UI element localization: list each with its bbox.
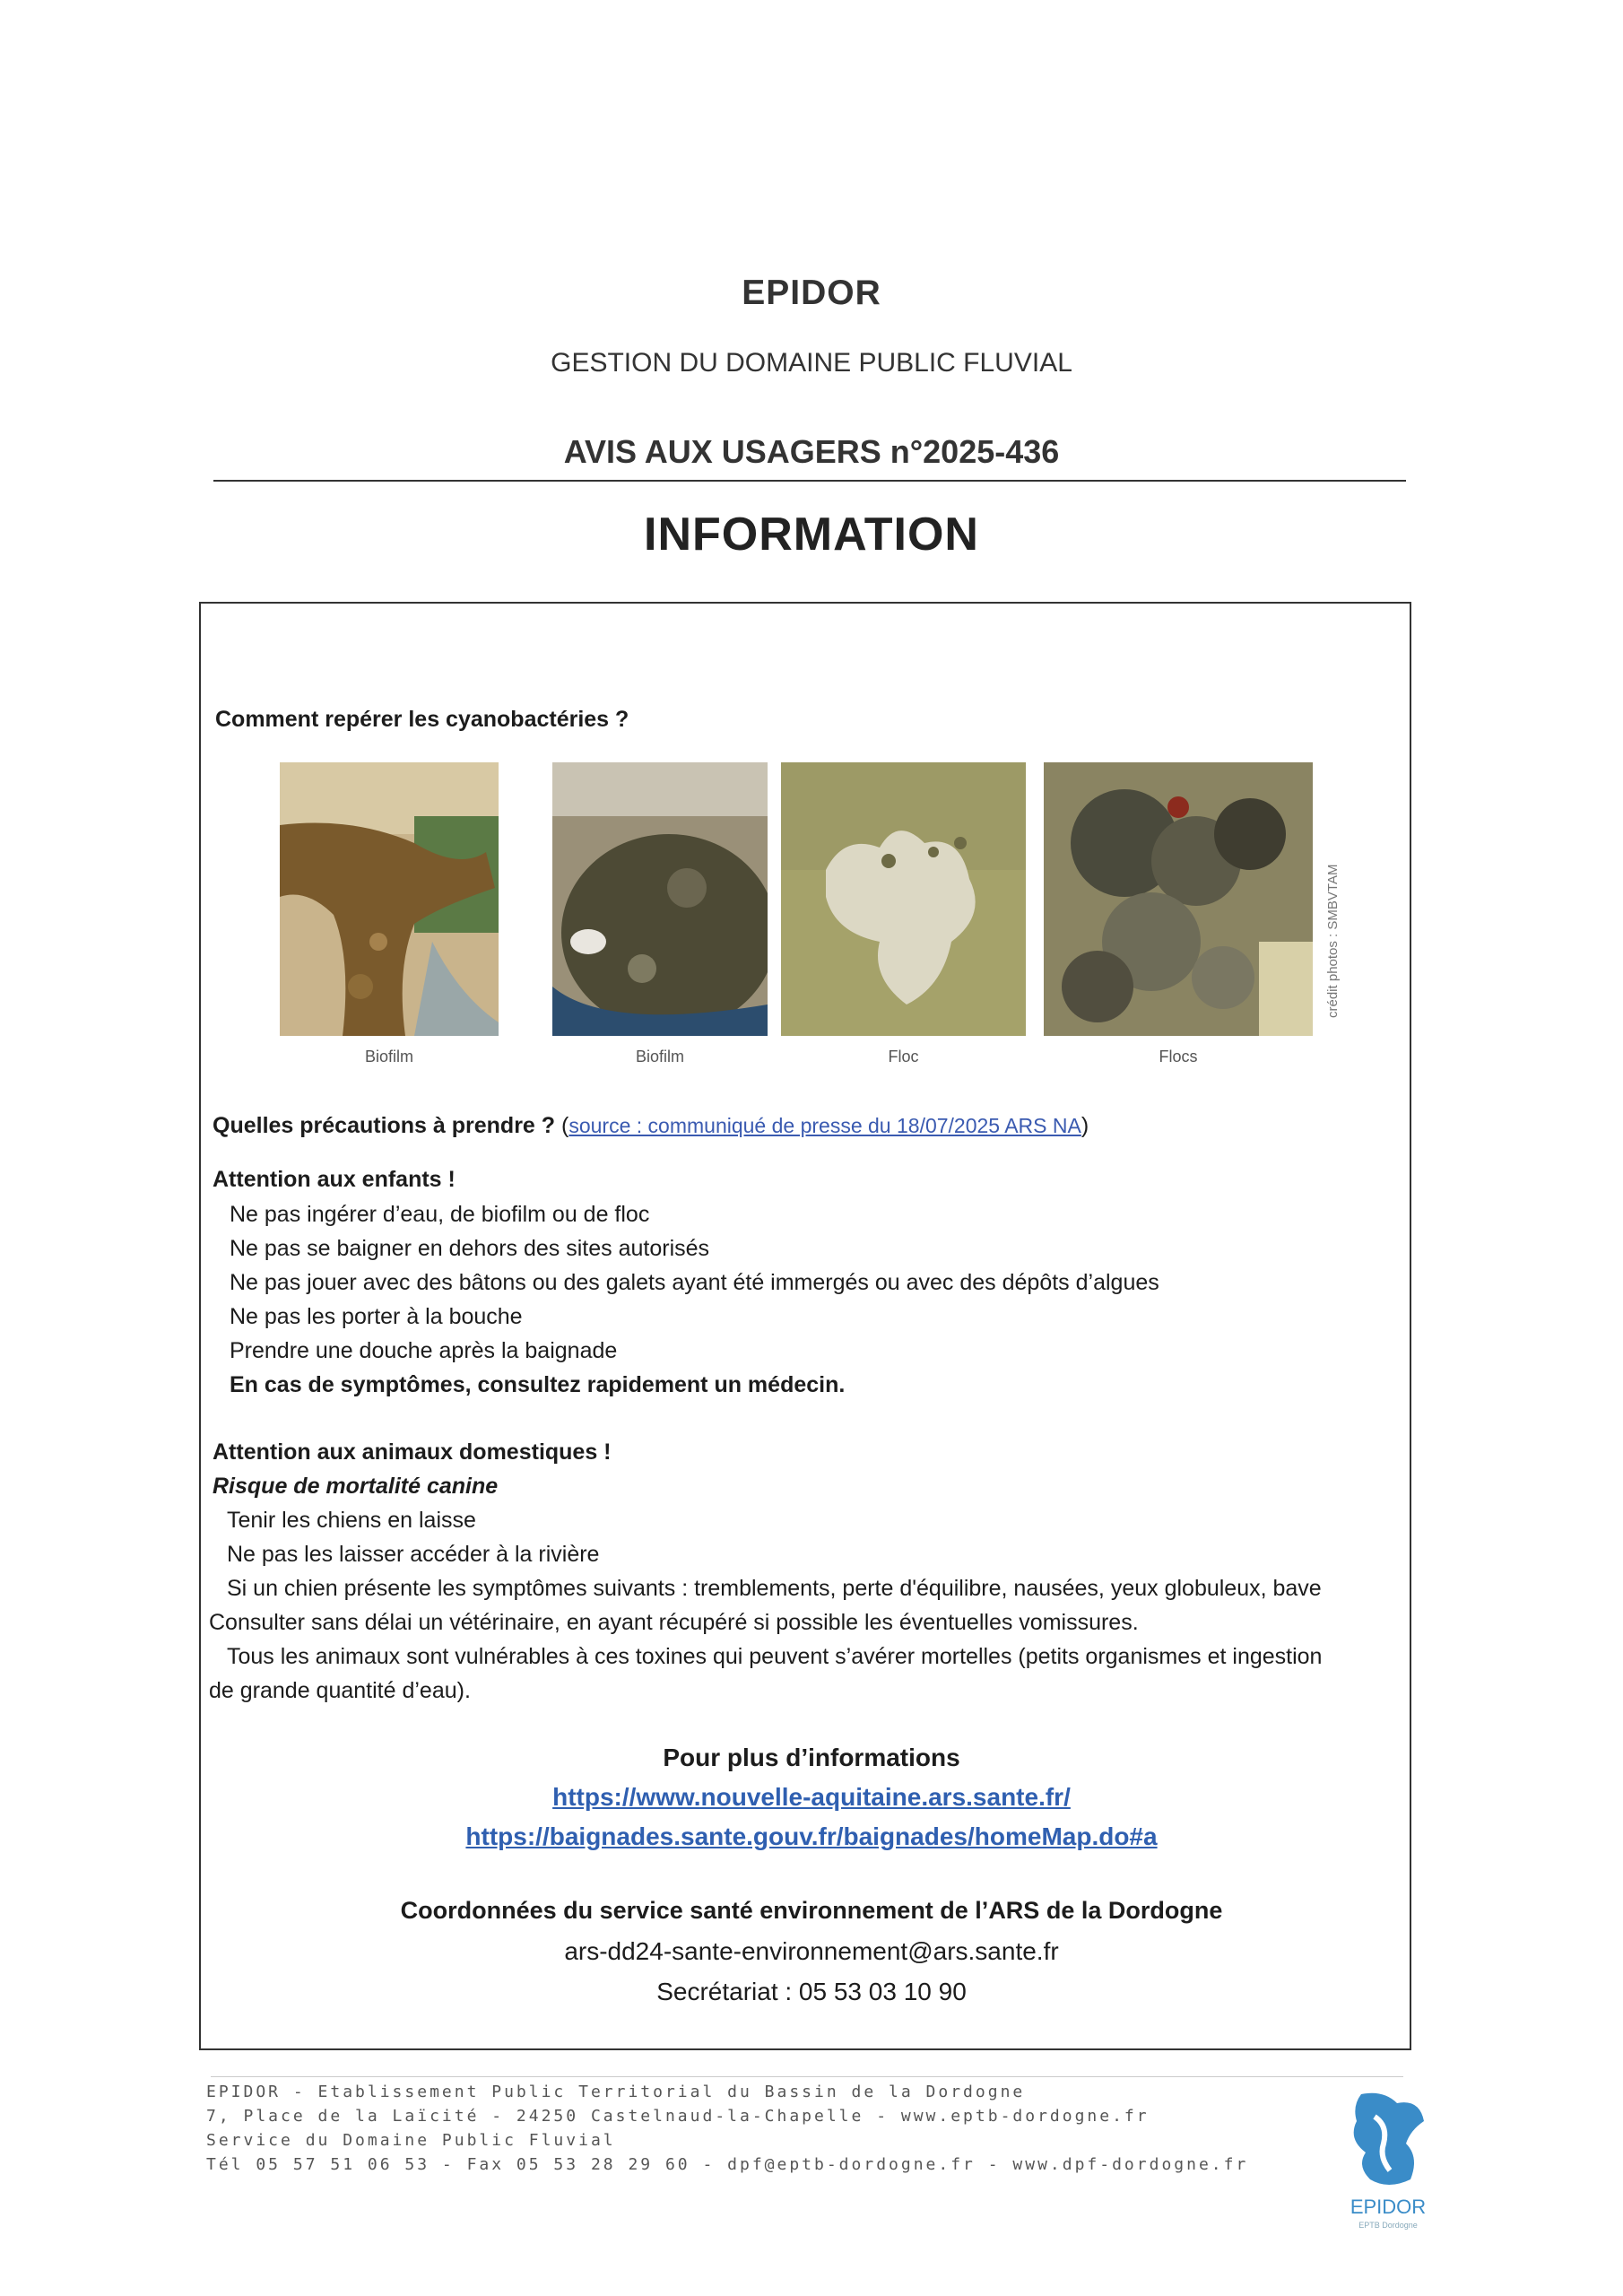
- contact-email: ars-dd24-sante-environnement@ars.sante.fr: [564, 1937, 1059, 1965]
- children-item: Ne pas ingérer d’eau, de biofilm ou de floc: [230, 1202, 650, 1227]
- biofilm-photo-2: [552, 762, 768, 1036]
- footer-line: Tél 05 57 51 06 53 - Fax 05 53 28 29 60 - dpf@eptb-dordogne.fr - www.dpf-dordogne.fr: [206, 2155, 1249, 2174]
- source-link[interactable]: source : communiqué de presse du 18/07/2025 ARS NA: [568, 1114, 1081, 1137]
- identify-question: Comment repérer les cyanobactéries ?: [215, 707, 629, 732]
- animals-item: Ne pas les laisser accéder à la rivière: [227, 1542, 600, 1567]
- source-close: ): [1081, 1113, 1089, 1138]
- biofilm-photo-1: [280, 762, 499, 1036]
- photo-credit: crédit photos : SMBVTAM: [1325, 864, 1341, 1018]
- footer-line: 7, Place de la Laïcité - 24250 Castelnaud-la-Chapelle - www.eptb-dordogne.fr: [206, 2107, 1150, 2126]
- more-info-title: Pour plus d’informations: [663, 1744, 960, 1771]
- children-item: Prendre une douche après la baignade: [230, 1338, 618, 1363]
- children-item: Ne pas jouer avec des bâtons ou des galets ayant été immergés ou avec des dépôts d’algues: [230, 1270, 1159, 1295]
- page-title: INFORMATION: [644, 509, 979, 561]
- animals-item: Tous les animaux sont vulnérables à ces toxines qui peuvent s’avérer mortelles (petits organismes et ingestion: [227, 1644, 1323, 1669]
- caption-biofilm-2: Biofilm: [635, 1048, 684, 1065]
- footer-divider: [211, 2076, 1403, 2077]
- notice-number: AVIS AUX USAGERS n°2025-436: [563, 433, 1060, 470]
- footer-line: Service du Domaine Public Fluvial: [206, 2131, 616, 2150]
- logo-subtext: EPTB Dordogne: [1358, 2221, 1418, 2230]
- contact-phone: Secrétariat : 05 53 03 10 90: [656, 1978, 967, 2005]
- animals-item: Consulter sans délai un vétérinaire, en ayant récupéré si possible les éventuelles vomissures.: [209, 1610, 1139, 1635]
- logo-text: EPIDOR: [1350, 2196, 1427, 2218]
- children-item: Ne pas se baigner en dehors des sites autorisés: [230, 1236, 710, 1261]
- footer-line: EPIDOR - Etablissement Public Territorial du Bassin de la Dordogne: [206, 2083, 1026, 2101]
- animals-item: Tenir les chiens en laisse: [227, 1508, 476, 1533]
- ars-website-link[interactable]: https://www.nouvelle-aquitaine.ars.sante.fr/: [552, 1783, 1071, 1811]
- source-open: (: [555, 1113, 569, 1138]
- contact-title: Coordonnées du service santé environnement de l’ARS de la Dordogne: [400, 1897, 1223, 1924]
- children-warning: En cas de symptômes, consultez rapidement un médecin.: [230, 1372, 846, 1397]
- caption-biofilm-1: Biofilm: [364, 1048, 413, 1065]
- animals-item: Si un chien présente les symptômes suivants : tremblements, perte d'équilibre, nausées, yeux globuleux, bave: [227, 1576, 1322, 1601]
- children-item: Ne pas les porter à la bouche: [230, 1304, 523, 1329]
- org-title: EPIDOR: [742, 274, 881, 312]
- baignades-website-link[interactable]: https://baignades.sante.gouv.fr/baignades/homeMap.do#a: [465, 1822, 1158, 1850]
- precautions-question: [213, 1109, 1089, 1143]
- subtitle: GESTION DU DOMAINE PUBLIC FLUVIAL: [551, 348, 1072, 378]
- epidor-logo: [1334, 2090, 1442, 2242]
- children-heading: Attention aux enfants !: [213, 1167, 456, 1192]
- precautions-question-text: Quelles précautions à prendre ?: [213, 1113, 556, 1138]
- floc-photo: [781, 762, 1026, 1036]
- ars-link-row: [0, 1783, 1623, 1812]
- caption-floc: Floc: [888, 1048, 919, 1065]
- animals-item: de grande quantité d’eau).: [209, 1678, 471, 1703]
- flocs-photo: [1044, 762, 1313, 1036]
- header-divider: [213, 480, 1406, 482]
- baignades-link-row: [0, 1822, 1623, 1851]
- animals-subheading: Risque de mortalité canine: [213, 1474, 499, 1499]
- caption-flocs: Flocs: [1159, 1048, 1198, 1065]
- animals-heading: Attention aux animaux domestiques !: [213, 1439, 612, 1465]
